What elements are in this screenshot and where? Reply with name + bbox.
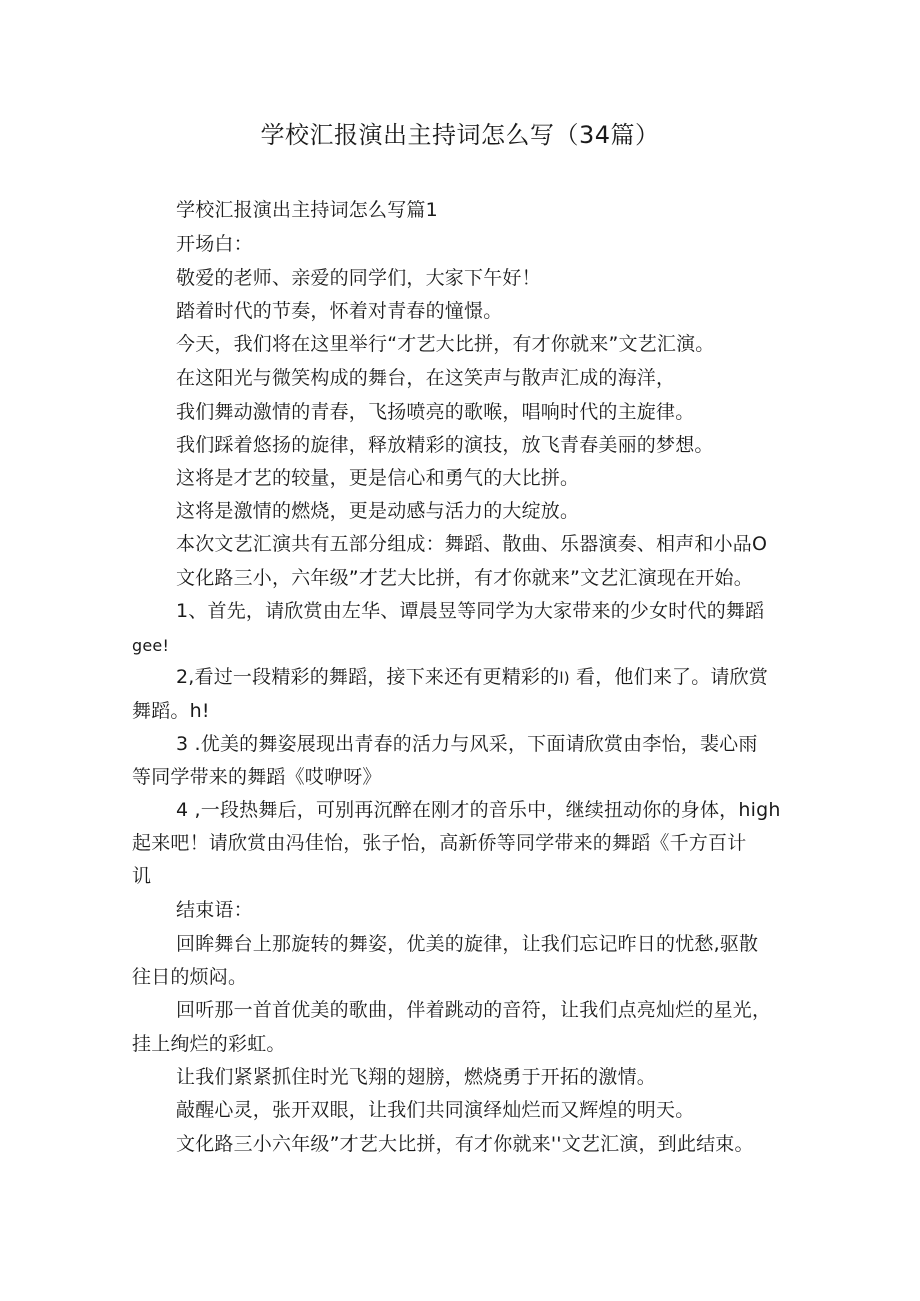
text-line [176, 663, 768, 692]
text-fragment: 看，他们来了。请欣赏 [576, 666, 769, 688]
text-line: 结束语： [176, 899, 253, 921]
text-line: 舞蹈。h! [132, 700, 210, 722]
text-line: 本次文艺汇演共有五部分组成：舞蹈、散曲、乐器演奏、相声和小品O [176, 533, 768, 555]
text-line: 起来吧！请欣赏由冯佳怡，张子怡，高新侨等同学带来的舞蹈《千方百计 [132, 832, 747, 854]
text-line: 挂上绚烂的彩虹。 [132, 1033, 286, 1055]
text-line: 学校汇报演出主持词怎么写篇1 [176, 199, 438, 221]
text-line: 我们舞动激情的青春，飞扬喷亮的歌喉，唱响时代的主旋律。 [176, 401, 695, 423]
text-line: 这将是激情的燃烧，更是动感与活力的大绽放。 [176, 500, 580, 522]
text-line: 4 ,一段热舞后，可别再沉醉在刚才的音乐中，继续扭动你的身体，high [176, 799, 781, 821]
text-fragment: l) [559, 669, 570, 687]
text-line: 让我们紧紧抓住时光飞翔的翅膀，燃烧勇于开拓的激情。 [176, 1066, 657, 1088]
text-line: 文化路三小，六年级”才艺大比拼，有才你就来”文艺汇演现在开始。 [176, 567, 753, 589]
text-line: 敬爱的老师、亲爱的同学们，大家下午好！ [176, 267, 541, 289]
text-line: 我们踩着悠扬的旋律，释放精彩的演技，放飞青春美丽的梦想。 [176, 434, 714, 456]
text-line: 回听那一首首优美的歌曲，伴着跳动的音符，让我们点亮灿烂的星光， [176, 999, 772, 1021]
text-line: 回眸舞台上那旋转的舞姿，优美的旋律，让我们忘记昨日的忧愁,驱散 [176, 933, 759, 955]
text-line: 开场白： [176, 233, 253, 255]
document-title: 学校汇报演出主持词怎么写（34篇） [260, 121, 660, 149]
text-line: 这将是才艺的较量，更是信心和勇气的大比拼。 [176, 467, 580, 489]
text-line: 1、首先，请欣赏由左华、谭晨昱等同学为大家带来的少女时代的舞蹈 [176, 600, 765, 622]
text-line: 文化路三小六年级”才艺大比拼，有才你就来''文艺汇演，到此结束。 [176, 1133, 754, 1155]
text-line: 在这阳光与微笑构成的舞台，在这笑声与散声汇成的海洋， [176, 367, 676, 389]
text-line: 踏着时代的节奏，怀着对青春的憧憬。 [176, 300, 503, 322]
text-line: 3 .优美的舞姿展现出青春的活力与风采，下面请欣赏由李怡，裴心雨 [176, 733, 758, 755]
text-line: 讥 [132, 865, 152, 887]
text-line: 往日的烦闷。 [132, 966, 248, 988]
text-fragment: 2,看过一段精彩的舞蹈，接下来还有更精彩的 [176, 666, 560, 688]
text-line: gee! [132, 636, 170, 655]
text-line: 今天，我们将在这里举行“才艺大比拼，有才你就来”文艺汇演。 [176, 333, 715, 355]
text-line: 敲醒心灵，张开双眼，让我们共同演绎灿烂而又辉煌的明天。 [176, 1099, 695, 1121]
text-line: 等同学带来的舞蹈《哎咿呀》 [132, 766, 382, 788]
